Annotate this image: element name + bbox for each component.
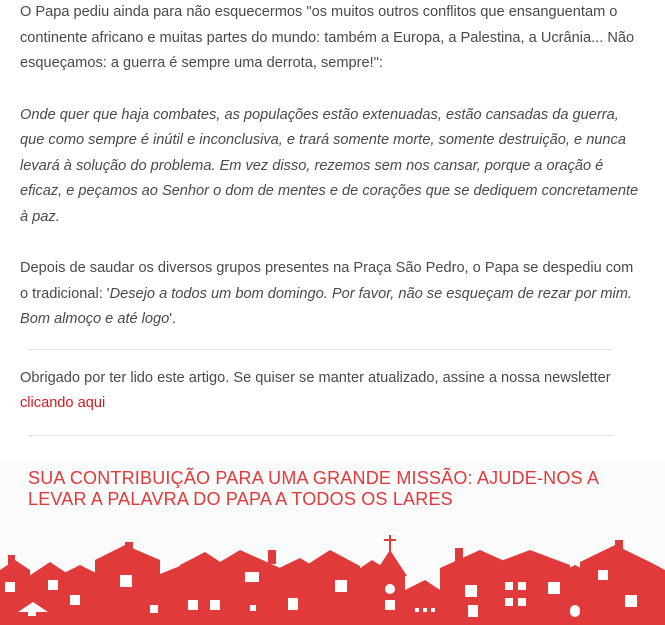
newsletter-signup-link[interactable]: clicando aqui [20, 395, 106, 411]
houses-skyline-illustration [0, 530, 665, 625]
donation-banner-title: SUA CONTRIBUIÇÃO PARA UMA GRANDE MISSÃO: AJUDE-NOS A LEVAR A PALAVRA DO PAPA A TODOS OS LARES [28, 468, 599, 509]
spacer [20, 77, 645, 103]
newsletter-block [0, 366, 665, 417]
donation-banner[interactable] [0, 462, 665, 625]
newsletter-paragraph [20, 366, 645, 417]
farewell-end: '. [169, 311, 177, 327]
paragraph-pope-quote: Onde quer que haja combates, as populações estão extenuadas, estão cansadas da guerra, que como sempre é inútil e inconclusiva, e trará somente morte, somente destruição, e nunca levará à solução do problema. Em vez disso, rezemos sem nos cansar, porque a oração é eficaz, e peçamos ao Senhor o dom de mentes e de corações que se dediquem concretamente à paz. [20, 106, 639, 225]
farewell-quote: Desejo a todos um bom domingo. Por favor, não se esqueçam de rezar por mim. Bom almoço e até logo [20, 285, 632, 327]
paragraph-farewell [20, 256, 645, 333]
farewell-text: Depois de saudar os diversos grupos presentes na Praça São Pedro, o Papa se despediu com o tradicional: ' [20, 260, 634, 302]
divider [28, 435, 613, 436]
paragraph-pope-quote-intro: O Papa pediu ainda para não esquecermos "os muitos outros conflitos que ensanguentam o continente africano e muitas partes do mundo: também a Europa, a Palestina, a Ucrânia... Não esqueçamos: a guerra é sempre uma derrota, sempre!": [20, 4, 635, 71]
spacer [20, 230, 645, 256]
newsletter-text: Obrigado por ter lido este artigo. Se quiser se manter atualizado, assine a nossa newsletter [20, 369, 611, 386]
